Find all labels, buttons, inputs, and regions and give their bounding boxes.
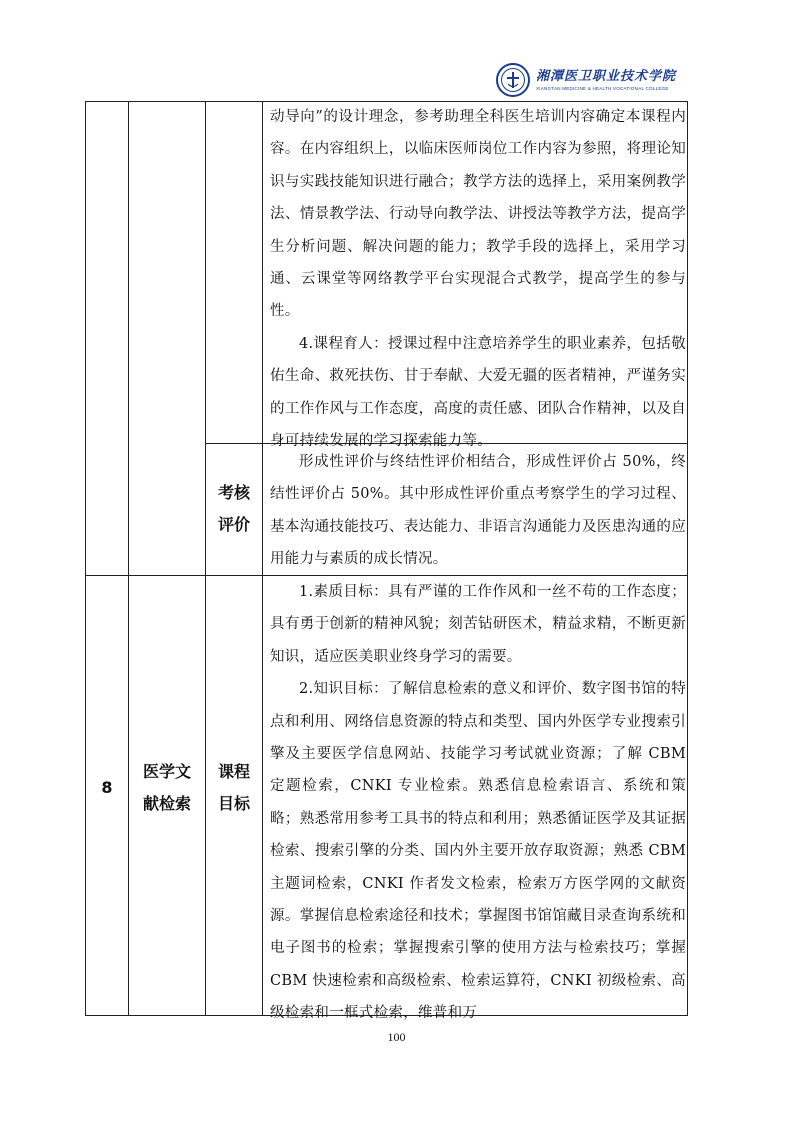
logo-chinese-name: 湘潭医卫职业技术学院 xyxy=(536,68,677,84)
course-goals-label xyxy=(206,756,262,820)
college-seal-icon xyxy=(496,63,530,97)
logo-english-name: XIANGTAN MEDICINE & HEALTH VOCATIONAL COLLEGE xyxy=(536,85,669,91)
assessment-text xyxy=(270,446,686,576)
goal-paragraph: 2.知识目标：了解信息检索的意义和评价、数字图书馆的特点和利用、网络信息资源的特点和类型、国内外医学专业搜索引擎及主要医学信息网站、技能学习考试就业资源；了解 CBM 定题检索，CNKI 专业检索。熟悉信息检索语言、系统和策略；熟悉常用参考工具书的特点和利用；熟悉循证医学及其证据检索、搜索引擎的分类、国内外主要开放存取资源；熟悉 CBM 主题词检索，CNKI 作者发文检索，检索万方医学网的文献资源。掌握信息检索途径和技术；掌握图书馆馆藏目录查询系统和电子图书的检索；掌握搜索引擎的使用方法与检索技巧；掌握 CBM 快速检索和高级检索、检索运算符，CNKI 初级检索、高级检索和一框式检索，维普和万 xyxy=(270,681,686,1022)
course-goals-label-line: 课程 xyxy=(217,762,250,781)
goal-paragraph: 1.素质目标：具有严谨的工作作风和一丝不苟的工作态度；具有勇于创新的精神风貌；刻苦钻研医术，精益求精，不断更新知识，适应医美职业终身学习的需要。 xyxy=(270,584,686,665)
course-goals-label-line: 目标 xyxy=(217,794,250,813)
course-content-continuation xyxy=(270,101,686,457)
course-goals-text xyxy=(270,576,686,1030)
course-name-line: 医学文 xyxy=(142,762,191,781)
content-paragraph: 动导向”的设计理念，参考助理全科医生培训内容确定本课程内容。在内容组织上，以临床医师岗位工作内容为参照，将理论知识与实践技能知识进行融合；教学方法的选择上，采用案例教学法、情景教学法、行动导向教学法、讲授法等教学方法，提高学生分析问题、解决问题的能力；教学手段的选择上，采用学习通、云课堂等网络教学平台实现混合式教学，提高学生的参与性。 xyxy=(270,109,686,320)
table-divider-1 xyxy=(128,101,129,1016)
course-name-line: 献检索 xyxy=(142,794,191,813)
table-border-left xyxy=(85,101,86,1016)
table-divider-2 xyxy=(205,101,206,1016)
college-logo xyxy=(496,60,686,100)
page-number: 100 xyxy=(387,1030,406,1044)
assessment-paragraph: 形成性评价与终结性评价相结合，形成性评价占 50%，终结性评价占 50%。其中形成性评价重点考察学生的学习过程、基本沟通技能技巧、表达能力、非语言沟通能力及医患沟通的应用能力与素质的成长情况。 xyxy=(270,454,686,568)
table-border-right xyxy=(687,101,688,1016)
assessment-label xyxy=(206,477,262,541)
course-number: 8 xyxy=(101,778,113,797)
table-divider-3 xyxy=(262,101,263,1016)
course-name xyxy=(129,756,205,820)
assessment-label-line: 评价 xyxy=(217,515,250,534)
content-paragraph: 4.课程育人：授课过程中注意培养学生的职业素养，包括敬佑生命、救死扶伤、甘于奉献、大爱无疆的医者精神，严谨务实的工作作风与工作态度，高度的责任感、团队合作精神，以及自身可持续发展的学习探索能力等。 xyxy=(270,335,686,450)
assessment-label-line: 考核 xyxy=(217,483,250,502)
